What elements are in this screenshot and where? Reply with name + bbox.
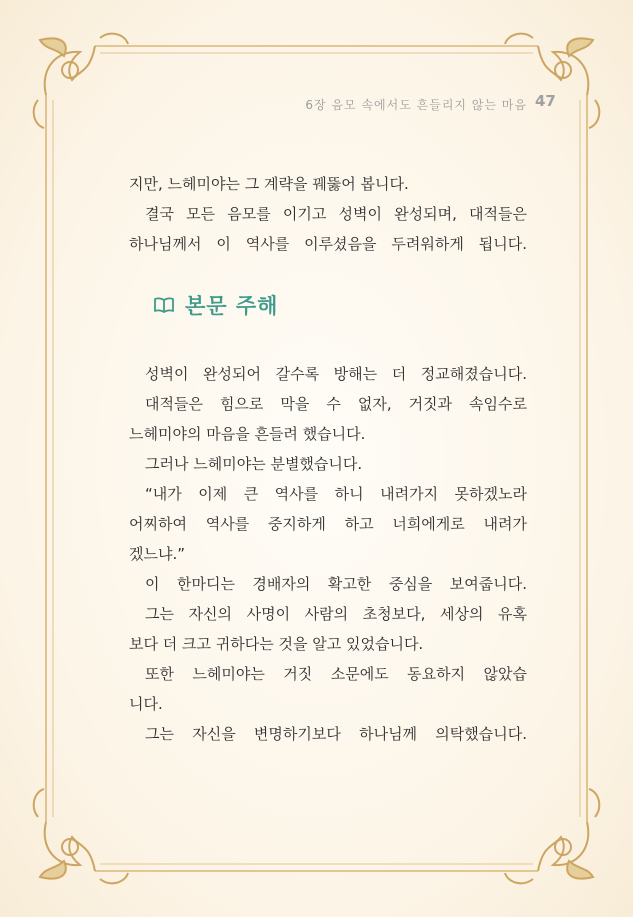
text-line: 어찌하여 역사를 중지하게 하고 너희에게로 내려가 bbox=[129, 515, 527, 533]
text-line: “내가 이제 큰 역사를 하니 내려가지 못하겠노라 bbox=[145, 485, 527, 503]
text-line: 결국 모든 음모를 이기고 성벽이 완성되며, 대적들은 bbox=[145, 205, 527, 223]
section-heading bbox=[153, 290, 278, 320]
corner-ornament-top-left bbox=[45, 46, 95, 95]
open-book-icon bbox=[153, 296, 175, 314]
text-line: 느헤미야의 마음을 흔들려 했습니다. bbox=[129, 425, 366, 443]
running-head: 6장 음모 속에서도 흔들리지 않는 마음 bbox=[305, 98, 527, 112]
text-line: 겠느냐.” bbox=[129, 545, 186, 563]
text-line: 대적들은 힘으로 막을 수 없자, 거짓과 속임수로 bbox=[145, 395, 527, 413]
corner-ornament-top-right bbox=[538, 46, 588, 95]
text-line: 성벽이 완성되어 갈수록 방해는 더 정교해졌습니다. bbox=[145, 365, 527, 383]
text-line: 보다 더 크고 귀하다는 것을 알고 있었습니다. bbox=[129, 635, 424, 653]
text-line: 그러나 느헤미야는 분별했습니다. bbox=[145, 455, 363, 473]
corner-ornament-bottom-right bbox=[538, 822, 588, 871]
corner-ornament-bottom-left bbox=[45, 822, 95, 871]
text-line: 그는 자신을 변명하기보다 하나님께 의탁했습니다. bbox=[145, 725, 527, 743]
text-line: 하나님께서 이 역사를 이루셨음을 두려워하게 됩니다. bbox=[129, 235, 527, 253]
text-line: 이 한마디는 경배자의 확고한 중심을 보여줍니다. bbox=[145, 575, 527, 593]
page-number: 47 bbox=[535, 92, 556, 110]
text-line: 그는 자신의 사명이 사람의 초청보다, 세상의 유혹 bbox=[145, 605, 527, 623]
text-line: 니다. bbox=[129, 695, 163, 713]
section-title: 본문 주해 bbox=[185, 294, 279, 318]
text-line: 지만, 느헤미야는 그 계략을 꿰뚫어 봅니다. bbox=[129, 175, 409, 193]
text-line: 또한 느헤미야는 거짓 소문에도 동요하지 않았습 bbox=[145, 665, 527, 683]
